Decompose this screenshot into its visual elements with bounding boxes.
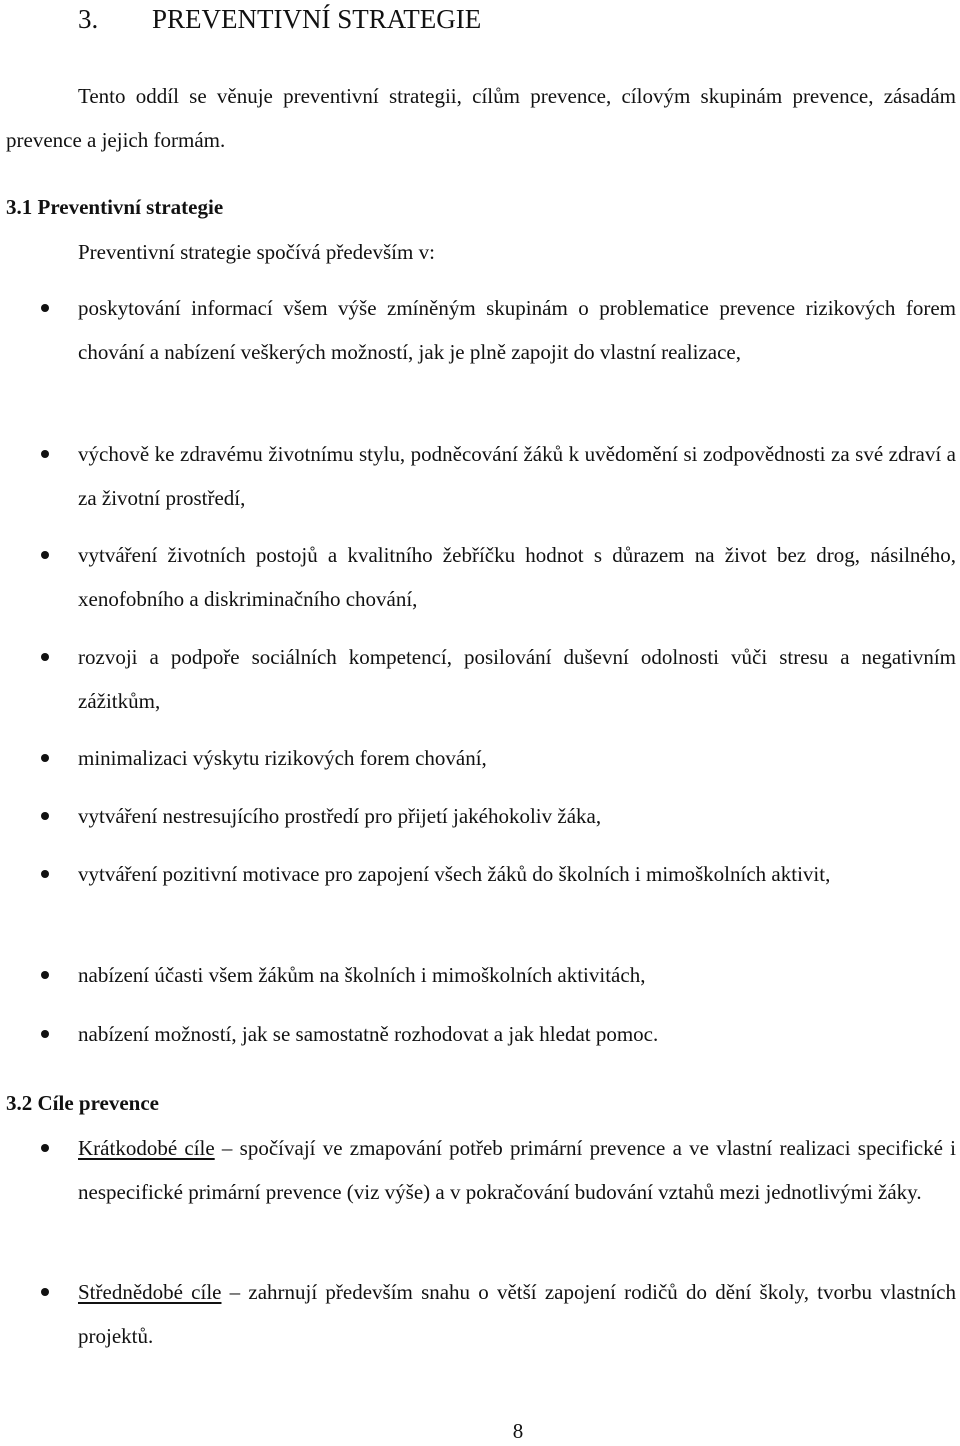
list-item-text: nabízení možností, jak se samostatně rozhodovat a jak hledat pomoc.: [78, 1022, 659, 1046]
bullet-icon: [41, 870, 49, 878]
subsection-heading-3-1: 3.1 Preventivní strategie: [6, 195, 224, 219]
bullet-icon: [41, 754, 49, 762]
goal-description: – spočívají ve zmapování potřeb primární prevence a ve vlastní realizaci specifické i nespecifické primární prevence (viz výše) a v pokračování budování vztahů mezi jednotlivými žáky.: [78, 1136, 956, 1204]
subsection-heading-3-2: 3.2 Cíle prevence: [6, 1091, 159, 1115]
list-item: [78, 794, 956, 838]
list-item-text: vytváření pozitivní motivace pro zapojení všech žáků do školních i mimoškolních aktivit,: [78, 862, 831, 886]
list-item-text: rozvoji a podpoře sociálních kompetencí, posilování duševní odolnosti vůči stresu a negativním zážitkům,: [78, 645, 956, 713]
section-heading: [78, 2, 481, 36]
section-number: 3.: [78, 4, 99, 34]
bullet-icon: [41, 1030, 49, 1038]
goal-description: – zahrnují především snahu o větší zapojení rodičů do dění školy, tvorbu vlastních projektů.: [78, 1280, 956, 1348]
list-item-text: poskytování informací všem výše zmíněným skupinám o problematice prevence rizikových forem chování a nabízení veškerých možností, jak je plně zapojit do vlastní realizace,: [78, 296, 956, 364]
list-item: [78, 432, 956, 520]
list-item: [78, 1012, 956, 1056]
list-item: [78, 1270, 956, 1358]
subsection-lead-text: Preventivní strategie spočívá především v:: [78, 240, 435, 264]
list-item-text: vytváření životních postojů a kvalitního žebříčku hodnot s důrazem na život bez drog, násilného, xenofobního a diskriminačního chování,: [78, 543, 956, 611]
list-item: [78, 635, 956, 723]
list-item: [78, 533, 956, 621]
bullet-icon: [41, 1288, 49, 1296]
list-item: [78, 852, 956, 896]
section-title: PREVENTIVNÍ STRATEGIE: [152, 4, 482, 34]
list-item-text: vytváření nestresujícího prostředí pro přijetí jakéhokoliv žáka,: [78, 804, 602, 828]
goal-term: Střednědobé cíle: [78, 1280, 222, 1304]
bullet-icon: [41, 653, 49, 661]
page-number: 8: [512, 1419, 524, 1443]
list-item-text: výchově ke zdravému životnímu stylu, podněcování žáků k uvědomění si zodpovědnosti za své zdraví a za životní prostředí,: [78, 442, 956, 510]
bullet-icon: [41, 450, 49, 458]
bullet-icon: [41, 1144, 49, 1152]
list-item-text: minimalizaci výskytu rizikových forem chování,: [78, 746, 487, 770]
list-item: [78, 736, 956, 780]
list-item: [78, 286, 956, 374]
list-item: [78, 953, 956, 997]
bullet-icon: [41, 304, 49, 312]
goal-term: Krátkodobé cíle: [78, 1136, 215, 1160]
bullet-icon: [41, 812, 49, 820]
list-item-text: nabízení účasti všem žákům na školních i mimoškolních aktivitách,: [78, 963, 646, 987]
bullet-icon: [41, 551, 49, 559]
list-item: [78, 1126, 956, 1214]
bullet-icon: [41, 971, 49, 979]
intro-paragraph: Tento oddíl se věnuje preventivní strategii, cílům prevence, cílovým skupinám prevence, zásadám prevence a jejich formám.: [6, 84, 956, 152]
